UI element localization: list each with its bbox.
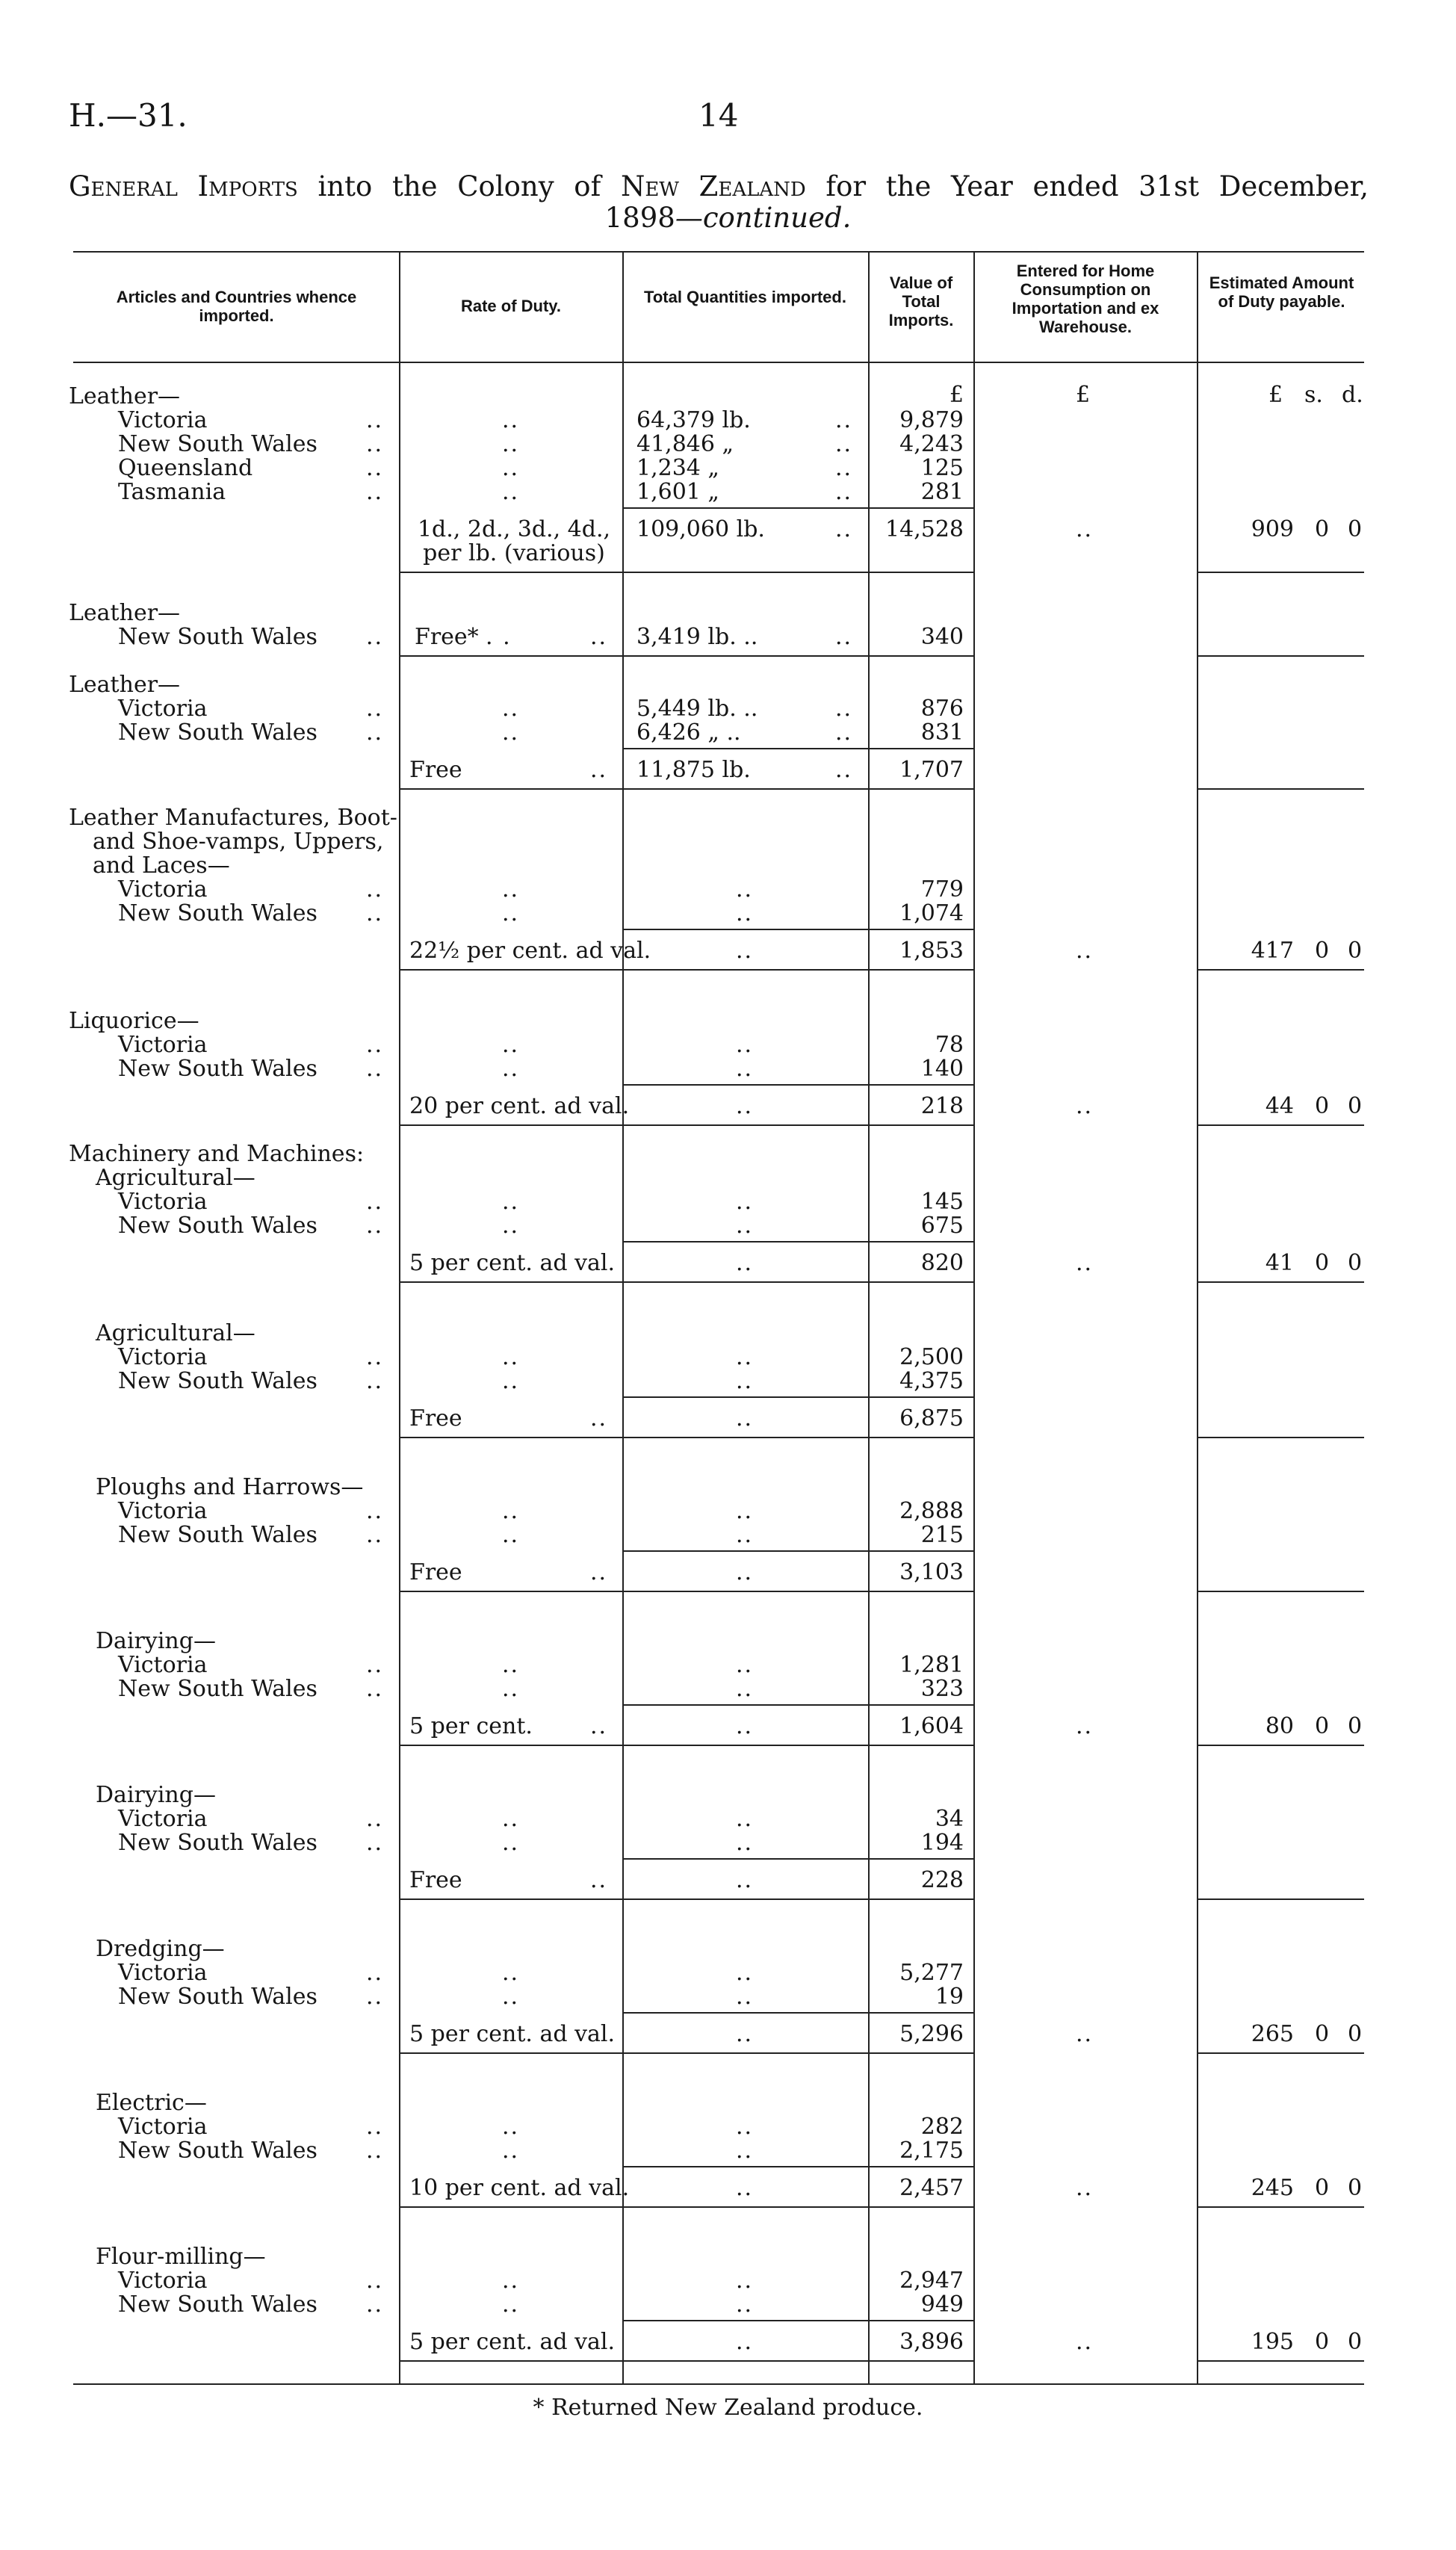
leader-dots: .. <box>835 407 853 433</box>
country-name: Victoria <box>118 2268 208 2294</box>
leader-dots: .. <box>366 624 384 650</box>
leader-dots: .. <box>366 1652 384 1678</box>
duty-pounds: 195 <box>1251 2329 1294 2355</box>
leader-dots: .. <box>736 1250 754 1276</box>
country-name: New South Wales <box>118 719 317 746</box>
duty-pence: 0 <box>1348 516 1363 542</box>
leader-dots: .. <box>736 1344 754 1370</box>
leader-dots: .. <box>736 2138 754 2164</box>
title-new-zealand: New Zealand <box>620 170 806 202</box>
quantity-imported: 1,234 „ <box>636 455 719 481</box>
col-header-entered: Entered for Home Consumption on Importation and ex Warehouse. <box>1012 262 1159 336</box>
section-rule <box>1197 1898 1364 1900</box>
leader-dots: .. <box>736 2175 754 2201</box>
leader-dots: .. <box>835 516 853 542</box>
leader-dots: .. <box>502 455 520 481</box>
leader-dots: .. <box>366 696 384 722</box>
leader-dots: .. <box>502 719 520 746</box>
value-imported: 323 <box>920 1676 964 1702</box>
section-rule <box>399 2206 973 2208</box>
group-subtitle: Agricultural— <box>96 1165 255 1191</box>
leader-dots: .. <box>736 1652 754 1678</box>
page-number: 14 <box>698 97 739 134</box>
leader-dots: .. <box>502 876 520 903</box>
total-value: 820 <box>920 1250 964 1276</box>
total-value: 218 <box>920 1093 964 1119</box>
leader-dots: .. <box>502 2291 520 2318</box>
group-title-line: and Shoe-vamps, Uppers, <box>93 829 384 855</box>
group-subtitle: Agricultural— <box>96 1320 255 1346</box>
leader-dots: .. <box>502 1830 520 1856</box>
section-rule <box>1197 1745 1364 1746</box>
quantity-imported: 6,426 „ .. <box>636 719 741 746</box>
value-imported: 2,947 <box>899 2268 964 2294</box>
total-value: 228 <box>920 1867 964 1893</box>
leader-dots: .. <box>835 624 853 650</box>
group-title: Leather— <box>69 672 181 698</box>
leader-dots: .. <box>366 2291 384 2318</box>
total-rate-of-duty: Free <box>409 757 462 783</box>
duty-pounds: 245 <box>1251 2175 1294 2201</box>
col-header-quantities: Total Quantities imported. <box>644 288 846 306</box>
leader-dots: .. <box>1076 2175 1094 2201</box>
section-rule <box>1197 788 1364 790</box>
country-name: Tasmania <box>118 479 226 505</box>
currency-duty-pounds: £ <box>1268 382 1283 408</box>
duty-shillings: 0 <box>1315 1250 1330 1276</box>
duty-pence: 0 <box>1348 2175 1363 2201</box>
subtotal-rule <box>622 507 973 509</box>
section-rule <box>1197 1591 1364 1592</box>
subtotal-rule <box>622 1396 973 1398</box>
value-imported: 2,175 <box>899 2138 964 2164</box>
leader-dots: .. <box>590 757 608 783</box>
total-value: 6,875 <box>899 1405 964 1432</box>
leader-dots: .. <box>366 455 384 481</box>
leader-dots: .. <box>366 1056 384 1082</box>
country-name: Victoria <box>118 1806 208 1832</box>
subtotal-rule <box>622 1704 973 1706</box>
leader-dots: .. <box>366 900 384 926</box>
section-rule <box>1197 572 1364 573</box>
duty-shillings: 0 <box>1315 2175 1330 2201</box>
rate-of-duty: Free* <box>415 624 479 650</box>
leader-dots: .. <box>366 1498 384 1524</box>
quantity-imported: 1,601 „ <box>636 479 719 505</box>
value-imported: 215 <box>920 1522 964 1548</box>
leader-dots: .. <box>835 431 853 457</box>
value-imported: 140 <box>920 1056 964 1082</box>
header-bottom-rule <box>73 362 1364 363</box>
leader-dots: .. <box>736 938 754 964</box>
currency-entered-header: £ <box>1076 382 1091 408</box>
leader-dots: .. <box>502 2138 520 2164</box>
group-subtitle: Dredging— <box>96 1936 225 1962</box>
group-subtitle: Dairying— <box>96 1782 216 1808</box>
leader-dots: .. <box>502 1676 520 1702</box>
quantity-imported: 5,449 lb. .. <box>636 696 758 722</box>
leader-dots: .. <box>736 1867 754 1893</box>
duty-pence: 0 <box>1348 938 1363 964</box>
country-name: New South Wales <box>118 1830 317 1856</box>
group-title: Machinery and Machines: <box>69 1141 365 1167</box>
country-name: New South Wales <box>118 1368 317 1394</box>
group-title: Leather— <box>69 600 181 626</box>
value-imported: 675 <box>920 1213 964 1239</box>
subtotal-rule <box>622 2012 973 2014</box>
value-imported: 78 <box>935 1032 964 1058</box>
section-rule <box>399 2052 973 2054</box>
leader-dots: .. <box>502 1213 520 1239</box>
leader-dots: .. <box>736 1713 754 1739</box>
section-rule <box>399 1124 973 1126</box>
leader-dots: .. <box>366 1830 384 1856</box>
leader-dots: .. <box>736 1405 754 1432</box>
value-imported: 281 <box>920 479 964 505</box>
subtotal-rule <box>622 1084 973 1086</box>
total-value: 2,457 <box>899 2175 964 2201</box>
leader-dots: .. <box>502 1056 520 1082</box>
footnote: * Returned New Zealand produce. <box>533 2395 923 2421</box>
leader-dots: .. <box>736 1498 754 1524</box>
duty-pounds: 417 <box>1251 938 1294 964</box>
leader-dots: .. <box>502 1984 520 2010</box>
leader-dots: .. <box>736 1676 754 1702</box>
leader-dots: .. <box>590 624 608 650</box>
leader-dots: .. <box>502 1806 520 1832</box>
leader-dots: .. <box>502 1368 520 1394</box>
total-rate-of-duty: 22½ per cent. ad val. <box>409 938 651 964</box>
title-year: 1898 <box>604 202 675 234</box>
leader-dots: .. <box>502 1032 520 1058</box>
leader-dots: .. <box>502 1498 520 1524</box>
section-rule <box>1197 1281 1364 1283</box>
quantity-imported: 3,419 lb. .. <box>636 624 758 650</box>
value-imported: 282 <box>920 2114 964 2140</box>
value-imported: 1,281 <box>899 1652 964 1678</box>
leader-dots: .. <box>736 2291 754 2318</box>
leader-dots: .. <box>590 1713 608 1739</box>
value-imported: 779 <box>920 876 964 903</box>
leader-dots: .. <box>502 431 520 457</box>
total-rate-of-duty: 20 per cent. ad val. <box>409 1093 630 1119</box>
country-name: Victoria <box>118 1498 208 1524</box>
total-rate-of-duty: 10 per cent. ad val. <box>409 2175 630 2201</box>
group-title: Leather— <box>69 383 181 409</box>
group-subtitle: Electric— <box>96 2090 207 2116</box>
leader-dots: .. <box>1076 2021 1094 2047</box>
leader-dots: .. <box>366 2138 384 2164</box>
country-name: Queensland <box>118 455 253 481</box>
country-name: New South Wales <box>118 2138 317 2164</box>
duty-shillings: 0 <box>1315 1093 1330 1119</box>
value-imported: 5,277 <box>899 1960 964 1986</box>
section-rule <box>1197 655 1364 657</box>
quantity-imported: 64,379 lb. <box>636 407 751 433</box>
section-rule <box>399 1745 973 1746</box>
total-value: 3,103 <box>899 1559 964 1585</box>
section-rule <box>399 655 973 657</box>
total-value: 1,853 <box>899 938 964 964</box>
value-imported: 9,879 <box>899 407 964 433</box>
col-header-rate: Rate of Duty. <box>460 297 562 315</box>
title-continued: —continued. <box>675 202 852 234</box>
leader-dots: .. <box>736 2021 754 2047</box>
total-rate-of-duty: Free <box>409 1405 462 1432</box>
total-value: 1,707 <box>899 757 964 783</box>
value-imported: 145 <box>920 1189 964 1215</box>
country-name: New South Wales <box>118 1213 317 1239</box>
leader-dots: .. <box>1076 516 1094 542</box>
section-rule <box>399 788 973 790</box>
country-name: New South Wales <box>118 1984 317 2010</box>
duty-pence: 0 <box>1348 1713 1363 1739</box>
value-imported: 19 <box>935 1984 964 2010</box>
section-rule <box>1197 2052 1364 2054</box>
leader-dots: .. <box>736 1559 754 1585</box>
duty-shillings: 0 <box>1315 1713 1330 1739</box>
leader-dots: .. <box>502 2114 520 2140</box>
country-name: New South Wales <box>118 900 317 926</box>
title-middle: into the Colony of <box>297 170 621 202</box>
leader-dots: .. <box>590 1867 608 1893</box>
currency-duty-shillings: s. <box>1304 382 1323 408</box>
total-value: 14,528 <box>885 516 964 542</box>
country-name: Victoria <box>118 1189 208 1215</box>
leader-dots: .. <box>366 876 384 903</box>
leader-dots: .. <box>736 1522 754 1548</box>
leader-dots: .. <box>736 900 754 926</box>
quantity-imported: 41,846 „ <box>636 431 734 457</box>
group-title-line: Leather Manufactures, Boot- <box>69 805 397 831</box>
section-rule <box>399 1437 973 1438</box>
value-imported: 2,888 <box>899 1498 964 1524</box>
country-name: New South Wales <box>118 624 317 650</box>
country-name: Victoria <box>118 1960 208 1986</box>
leader-dots: .. <box>366 479 384 505</box>
duty-shillings: 0 <box>1315 2329 1330 2355</box>
duty-shillings: 0 <box>1315 516 1330 542</box>
leader-dots: .. <box>502 1652 520 1678</box>
section-rule <box>399 2360 973 2362</box>
country-name: Victoria <box>118 876 208 903</box>
country-name: New South Wales <box>118 431 317 457</box>
leader-dots: .. <box>502 2268 520 2294</box>
leader-dots: .. <box>736 1368 754 1394</box>
duty-pence: 0 <box>1348 2021 1363 2047</box>
leader-dots: .. <box>736 2329 754 2355</box>
country-name: Victoria <box>118 407 208 433</box>
leader-dots: .. <box>835 479 853 505</box>
country-name: Victoria <box>118 696 208 722</box>
leader-dots: .. <box>835 455 853 481</box>
country-name: New South Wales <box>118 1522 317 1548</box>
leader-dots: .. <box>502 407 520 433</box>
leader-dots: .. <box>502 479 520 505</box>
leader-dots: .. <box>366 1960 384 1986</box>
leader-dots: .. <box>366 1522 384 1548</box>
leader-dots: .. <box>366 2114 384 2140</box>
leader-dots: .. <box>502 1522 520 1548</box>
leader-dots: .. <box>366 1984 384 2010</box>
duty-pence: 0 <box>1348 1093 1363 1119</box>
total-rate-of-duty: 5 per cent. ad val. <box>409 1250 616 1276</box>
section-rule <box>399 1591 973 1592</box>
value-imported: 831 <box>920 719 964 746</box>
leader-dots: .. <box>366 1806 384 1832</box>
section-rule <box>399 969 973 971</box>
total-rate-of-duty: Free <box>409 1559 462 1585</box>
section-rule <box>399 572 973 573</box>
subtotal-rule <box>622 2320 973 2321</box>
total-rate-of-duty: 1d., 2d., 3d., 4d., per lb. (various) <box>417 516 611 566</box>
leader-dots: .. <box>835 757 853 783</box>
currency-duty-pence: d. <box>1342 382 1363 408</box>
value-imported: 194 <box>920 1830 964 1856</box>
leader-dots: .. <box>736 1056 754 1082</box>
duty-pounds: 80 <box>1265 1713 1294 1739</box>
leader-dots: .. <box>736 1960 754 1986</box>
table-top-rule <box>73 251 1364 253</box>
leader-dots: .. <box>736 2268 754 2294</box>
country-name: New South Wales <box>118 1676 317 1702</box>
section-rule <box>1197 1124 1364 1126</box>
leader-dots: .. <box>366 1032 384 1058</box>
leader-dots: .. <box>366 407 384 433</box>
currency-value-header: £ <box>949 382 964 408</box>
total-value: 5,296 <box>899 2021 964 2047</box>
leader-dots: .. <box>590 1559 608 1585</box>
total-rate-of-duty: 5 per cent. ad val. <box>409 2329 616 2355</box>
leader-dots: .. <box>835 719 853 746</box>
leader-dots: .. <box>366 1344 384 1370</box>
leader-dots: .. <box>366 1368 384 1394</box>
duty-shillings: 0 <box>1315 2021 1330 2047</box>
group-subtitle: Ploughs and Harrows— <box>96 1474 364 1500</box>
leader-dots: .. <box>736 1032 754 1058</box>
leader-dots: .. <box>366 719 384 746</box>
leader-dots: .. <box>502 696 520 722</box>
group-subtitle: Dairying— <box>96 1628 216 1654</box>
duty-pounds: 41 <box>1265 1250 1294 1276</box>
leader-dots: .. <box>1076 1093 1094 1119</box>
leader-dots: .. <box>502 1189 520 1215</box>
leader-dots: .. <box>835 696 853 722</box>
leader-dots: .. <box>366 431 384 457</box>
value-imported: 4,243 <box>899 431 964 457</box>
total-value: 1,604 <box>899 1713 964 1739</box>
col-header-value: Value of Total Imports. <box>888 273 954 329</box>
section-rule <box>1197 1437 1364 1438</box>
value-imported: 876 <box>920 696 964 722</box>
document-reference: H.—31. <box>69 97 188 134</box>
total-rate-of-duty: 5 per cent. ad val. <box>409 2021 616 2047</box>
country-name: Victoria <box>118 1032 208 1058</box>
section-rule <box>1197 2206 1364 2208</box>
total-rate-of-duty: 5 per cent. <box>409 1713 533 1739</box>
duty-pounds: 909 <box>1251 516 1294 542</box>
country-name: New South Wales <box>118 2291 317 2318</box>
value-imported: 1,074 <box>899 900 964 926</box>
leader-dots: .. <box>736 1830 754 1856</box>
value-imported: 34 <box>935 1806 964 1832</box>
value-imported: 125 <box>920 455 964 481</box>
value-imported: 340 <box>920 624 964 650</box>
table-bottom-rule <box>73 2383 1364 2385</box>
duty-pence: 0 <box>1348 1250 1363 1276</box>
subtotal-rule <box>622 748 973 749</box>
table-title-line-1 <box>69 170 1369 202</box>
leader-dots: .. <box>736 1806 754 1832</box>
section-rule <box>399 1898 973 1900</box>
subtotal-rule <box>622 929 973 930</box>
leader-dots: .. <box>502 900 520 926</box>
leader-dots: .. <box>502 1960 520 1986</box>
col-header-articles: Articles and Countries whence imported. <box>116 288 357 325</box>
leader-dots: .. <box>736 1213 754 1239</box>
leader-dots: .. <box>736 1189 754 1215</box>
col-divider-4 <box>973 251 975 2383</box>
leader-dots: .. <box>502 1344 520 1370</box>
group-subtitle: Flour-milling— <box>96 2244 266 2270</box>
country-name: New South Wales <box>118 1056 317 1082</box>
leader-dots: .. <box>736 2114 754 2140</box>
title-end: for the Year ended 31st December, <box>805 170 1369 202</box>
total-quantity: 11,875 lb. <box>636 757 751 783</box>
group-title-line: and Laces— <box>93 852 230 879</box>
table-title-line-2 <box>0 202 1456 234</box>
leader-dots: .. <box>736 876 754 903</box>
title-general-imports: General Imports <box>69 170 298 202</box>
total-quantity: 109,060 lb. <box>636 516 765 542</box>
subtotal-rule <box>622 1550 973 1552</box>
subtotal-rule <box>622 2166 973 2167</box>
subtotal-rule <box>622 1241 973 1242</box>
country-name: Victoria <box>118 2114 208 2140</box>
leader-dots: .. <box>1076 1250 1094 1276</box>
duty-pounds: 44 <box>1265 1093 1294 1119</box>
leader-dots: .. <box>736 1984 754 2010</box>
section-rule <box>1197 2360 1364 2362</box>
leader-dots: .. <box>366 2268 384 2294</box>
leader-dots: .. <box>366 1213 384 1239</box>
leader-dots: .. <box>1076 2329 1094 2355</box>
duty-shillings: 0 <box>1315 938 1330 964</box>
country-name: Victoria <box>118 1344 208 1370</box>
section-rule <box>399 1281 973 1283</box>
country-name: Victoria <box>118 1652 208 1678</box>
total-value: 3,896 <box>899 2329 964 2355</box>
leader-dots: .. <box>1076 938 1094 964</box>
section-rule <box>1197 969 1364 971</box>
leader-dots: .. <box>590 1405 608 1432</box>
subtotal-rule <box>622 1858 973 1860</box>
leader-dots: .. <box>366 1189 384 1215</box>
value-imported: 2,500 <box>899 1344 964 1370</box>
total-rate-of-duty: Free <box>409 1867 462 1893</box>
value-imported: 4,375 <box>899 1368 964 1394</box>
col-header-duty: Estimated Amount of Duty payable. <box>1209 273 1354 311</box>
duty-pence: 0 <box>1348 2329 1363 2355</box>
duty-pounds: 265 <box>1251 2021 1294 2047</box>
leader-dots: .. <box>736 1093 754 1119</box>
group-title: Liquorice— <box>69 1008 199 1034</box>
leader-dots: . . <box>486 624 512 650</box>
leader-dots: .. <box>366 1676 384 1702</box>
value-imported: 949 <box>920 2291 964 2318</box>
leader-dots: .. <box>1076 1713 1094 1739</box>
